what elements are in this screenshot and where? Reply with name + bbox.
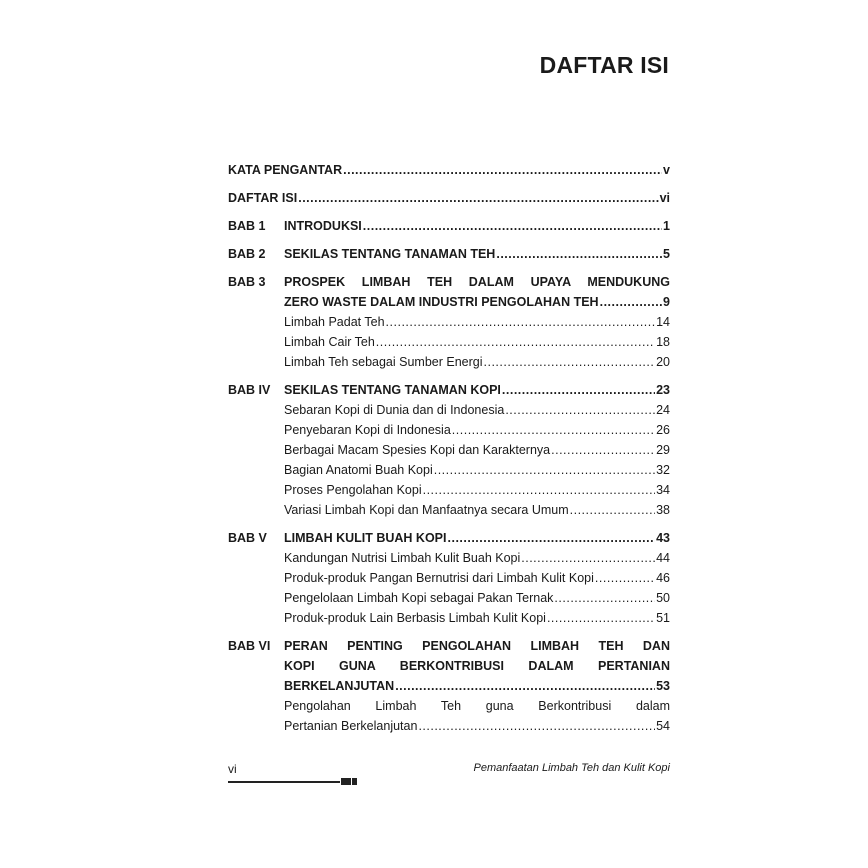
chapter-title: LIMBAH KULIT BUAH KOPI (284, 531, 447, 545)
dot-leader (298, 188, 658, 208)
footer-ornament-block (341, 778, 351, 785)
subentry-label: Variasi Limbah Kopi dan Manfaatnya secara Umum (284, 503, 569, 517)
toc-chapter-bab-iv[interactable] (228, 380, 670, 520)
chapter-number: BAB V (228, 531, 267, 545)
toc-page-number: 51 (656, 611, 670, 625)
page-title: DAFTAR ISI (539, 52, 669, 78)
toc-page-number: 34 (656, 483, 670, 497)
subentry-label: Pengelolaan Limbah Kopi sebagai Pakan Ternak (284, 591, 554, 605)
chapter-number: BAB 2 (228, 247, 266, 261)
toc-subentry[interactable] (284, 400, 670, 420)
dot-leader (547, 608, 655, 628)
chapter-number: BAB 1 (228, 219, 266, 233)
subentry-label: Limbah Cair Teh (284, 335, 375, 349)
toc-page-number: 1 (663, 219, 670, 233)
toc-subentry[interactable] (284, 480, 670, 500)
toc-subentry[interactable] (284, 500, 670, 520)
toc-subentry[interactable] (284, 608, 670, 628)
subentry-label: Produk-produk Lain Berbasis Limbah Kulit Kopi (284, 611, 546, 625)
chapter-title: SEKILAS TENTANG TANAMAN KOPI (284, 383, 501, 397)
dot-leader (386, 312, 656, 332)
toc-page-number: v (663, 163, 670, 177)
dot-leader (496, 244, 662, 264)
toc-chapter-bab-3[interactable] (228, 272, 670, 372)
toc-page-number: 14 (656, 315, 670, 329)
footer-page-number: vi (228, 762, 237, 776)
chapter-title-line: PROSPEK LIMBAH TEH DALAM UPAYA MENDUKUNG (284, 275, 670, 289)
toc-subentry[interactable] (284, 332, 670, 352)
toc-subentry[interactable] (284, 588, 670, 608)
dot-leader (452, 420, 655, 440)
chapter-title-line: PERAN PENTING PENGOLAHAN LIMBAH TEH DAN (284, 639, 670, 653)
subentry-label: Bagian Anatomi Buah Kopi (284, 463, 433, 477)
toc-page-number: 20 (656, 355, 670, 369)
toc-chapter-bab-1[interactable] (228, 216, 670, 236)
toc-subentry[interactable] (284, 548, 670, 568)
toc-entry-label: KATA PENGANTAR (228, 163, 343, 177)
dot-leader (570, 500, 655, 520)
toc-subentry[interactable] (284, 420, 670, 440)
dot-leader (434, 460, 655, 480)
toc-subentry[interactable] (284, 312, 670, 332)
toc-subentry[interactable] (284, 696, 670, 736)
table-of-contents (228, 160, 670, 736)
subentry-label: Sebaran Kopi di Dunia dan di Indonesia (284, 403, 505, 417)
toc-page-number: 38 (656, 503, 670, 517)
footer-ornament-block (352, 778, 357, 785)
toc-page-number: 26 (656, 423, 670, 437)
dot-leader (423, 480, 655, 500)
toc-subentry[interactable] (284, 352, 670, 372)
dot-leader (448, 528, 656, 548)
toc-entry-daftar-isi[interactable] (228, 188, 670, 208)
toc-subentry[interactable] (284, 568, 670, 588)
dot-leader (595, 568, 655, 588)
toc-page-number: 18 (656, 335, 670, 349)
dot-leader (395, 676, 655, 696)
subentry-label: Kandungan Nutrisi Limbah Kulit Buah Kopi (284, 551, 521, 565)
toc-page-number: 32 (656, 463, 670, 477)
subentry-label: Penyebaran Kopi di Indonesia (284, 423, 451, 437)
subentry-label-line: Pertanian Berkelanjutan (284, 719, 418, 733)
toc-chapter-bab-vi[interactable] (228, 636, 670, 736)
toc-page-number: 9 (663, 295, 670, 309)
toc-page-number: 24 (656, 403, 670, 417)
toc-page-number: 43 (656, 531, 670, 545)
chapter-title: INTRODUKSI (284, 219, 362, 233)
toc-page-number: 5 (663, 247, 670, 261)
chapter-number: BAB IV (228, 383, 271, 397)
toc-page-number: 46 (656, 571, 670, 585)
chapter-number: BAB VI (228, 639, 271, 653)
toc-chapter-bab-2[interactable] (228, 244, 670, 264)
chapter-number: BAB 3 (228, 275, 266, 289)
dot-leader (484, 352, 656, 372)
dot-leader (600, 292, 662, 312)
toc-subentry[interactable] (284, 460, 670, 480)
toc-page-number: 23 (656, 383, 670, 397)
dot-leader (418, 716, 655, 736)
subentry-label: Limbah Teh sebagai Sumber Energi (284, 355, 483, 369)
footer-book-title: Pemanfaatan Limbah Teh dan Kulit Kopi (473, 762, 670, 774)
toc-entry-kata-pengantar[interactable] (228, 160, 670, 180)
chapter-title: SEKILAS TENTANG TANAMAN TEH (284, 247, 496, 261)
subentry-label: Produk-produk Pangan Bernutrisi dari Limbah Kulit Kopi (284, 571, 594, 585)
chapter-title-line: BERKELANJUTAN (284, 679, 395, 693)
toc-page-number: 50 (656, 591, 670, 605)
dot-leader (363, 216, 662, 236)
dot-leader (505, 400, 655, 420)
subentry-label: Berbagai Macam Spesies Kopi dan Karakternya (284, 443, 551, 457)
toc-page-number: 53 (656, 679, 670, 693)
chapter-title-line: KOPI GUNA BERKONTRIBUSI DALAM PERTANIAN (284, 659, 670, 673)
subentry-label: Limbah Padat Teh (284, 315, 385, 329)
dot-leader (502, 380, 655, 400)
dot-leader (343, 160, 662, 180)
chapter-title-line: ZERO WASTE DALAM INDUSTRI PENGOLAHAN TEH (284, 295, 599, 309)
dot-leader (551, 440, 655, 460)
toc-subentry[interactable] (284, 440, 670, 460)
subentry-label: Proses Pengolahan Kopi (284, 483, 422, 497)
toc-page-number: vi (659, 191, 670, 205)
toc-page-number: 54 (656, 719, 670, 733)
toc-page-number: 44 (656, 551, 670, 565)
toc-page-number: 29 (656, 443, 670, 457)
toc-entry-label: DAFTAR ISI (228, 191, 298, 205)
dot-leader (376, 332, 655, 352)
toc-chapter-bab-v[interactable] (228, 528, 670, 628)
dot-leader (521, 548, 655, 568)
footer-rule (228, 781, 340, 783)
dot-leader (554, 588, 655, 608)
subentry-label-line: Pengolahan Limbah Teh guna Berkontribusi dalam (284, 699, 670, 713)
